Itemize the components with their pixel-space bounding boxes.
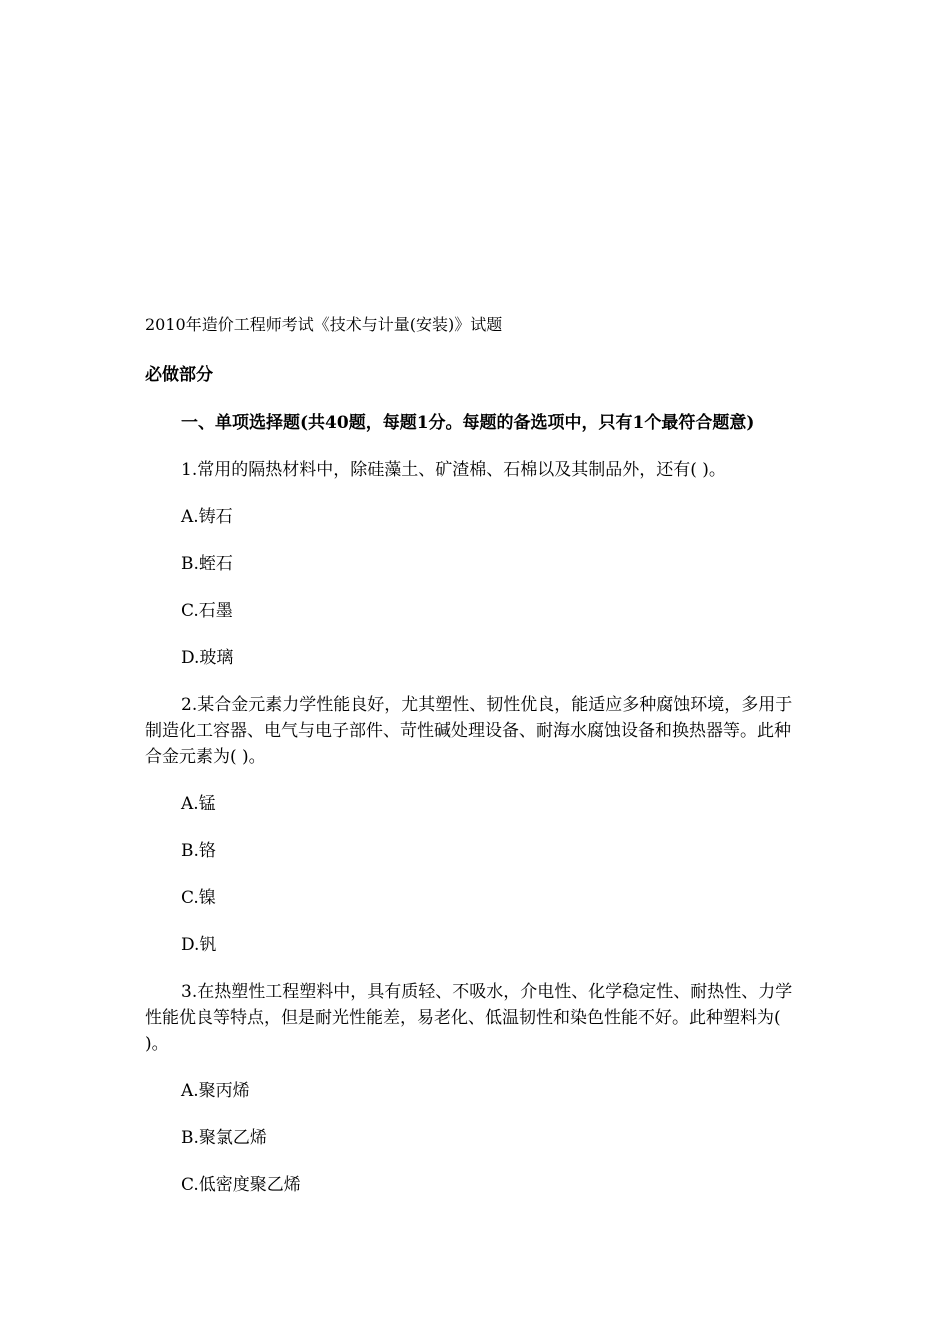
option-c: C.石墨 bbox=[181, 601, 233, 621]
option-a: A.铸石 bbox=[181, 507, 233, 527]
section-heading: 一、单项选择题(共40题，每题1分。每题的备选项中，只有1个最符合题意) bbox=[181, 413, 755, 433]
part-heading: 必做部分 bbox=[145, 365, 213, 385]
option-b: B.铬 bbox=[181, 841, 216, 861]
option-a: A.聚丙烯 bbox=[181, 1081, 250, 1101]
option-d: D.玻璃 bbox=[181, 648, 234, 668]
option-b: B.聚氯乙烯 bbox=[181, 1128, 267, 1148]
document-title: 2010年造价工程师考试《技术与计量(安装)》试题 bbox=[145, 315, 503, 334]
option-a: A.锰 bbox=[181, 794, 216, 814]
question-text: 2.某合金元素力学性能良好，尤其塑性、韧性优良，能适应多种腐蚀环境，多用于制造化工容器、电气与电子部件、苛性碱处理设备、耐海水腐蚀设备和换热器等。此种合金元素为( )。 bbox=[145, 695, 793, 767]
document-body bbox=[145, 312, 805, 1219]
question-3 bbox=[145, 979, 805, 1198]
option-b: B.蛭石 bbox=[181, 554, 233, 574]
option-c: C.镍 bbox=[181, 888, 216, 908]
question-text: 1.常用的隔热材料中，除硅藻土、矿渣棉、石棉以及其制品外，还有( )。 bbox=[181, 460, 726, 480]
option-c: C.低密度聚乙烯 bbox=[181, 1175, 301, 1195]
question-text: 3.在热塑性工程塑料中，具有质轻、不吸水，介电性、化学稳定性、耐热性、力学性能优良等特点，但是耐光性能差，易老化、低温韧性和染色性能不好。此种塑料为( )。 bbox=[145, 982, 793, 1054]
question-1 bbox=[145, 457, 805, 671]
option-d: D.钒 bbox=[181, 935, 217, 955]
question-2 bbox=[145, 692, 805, 958]
